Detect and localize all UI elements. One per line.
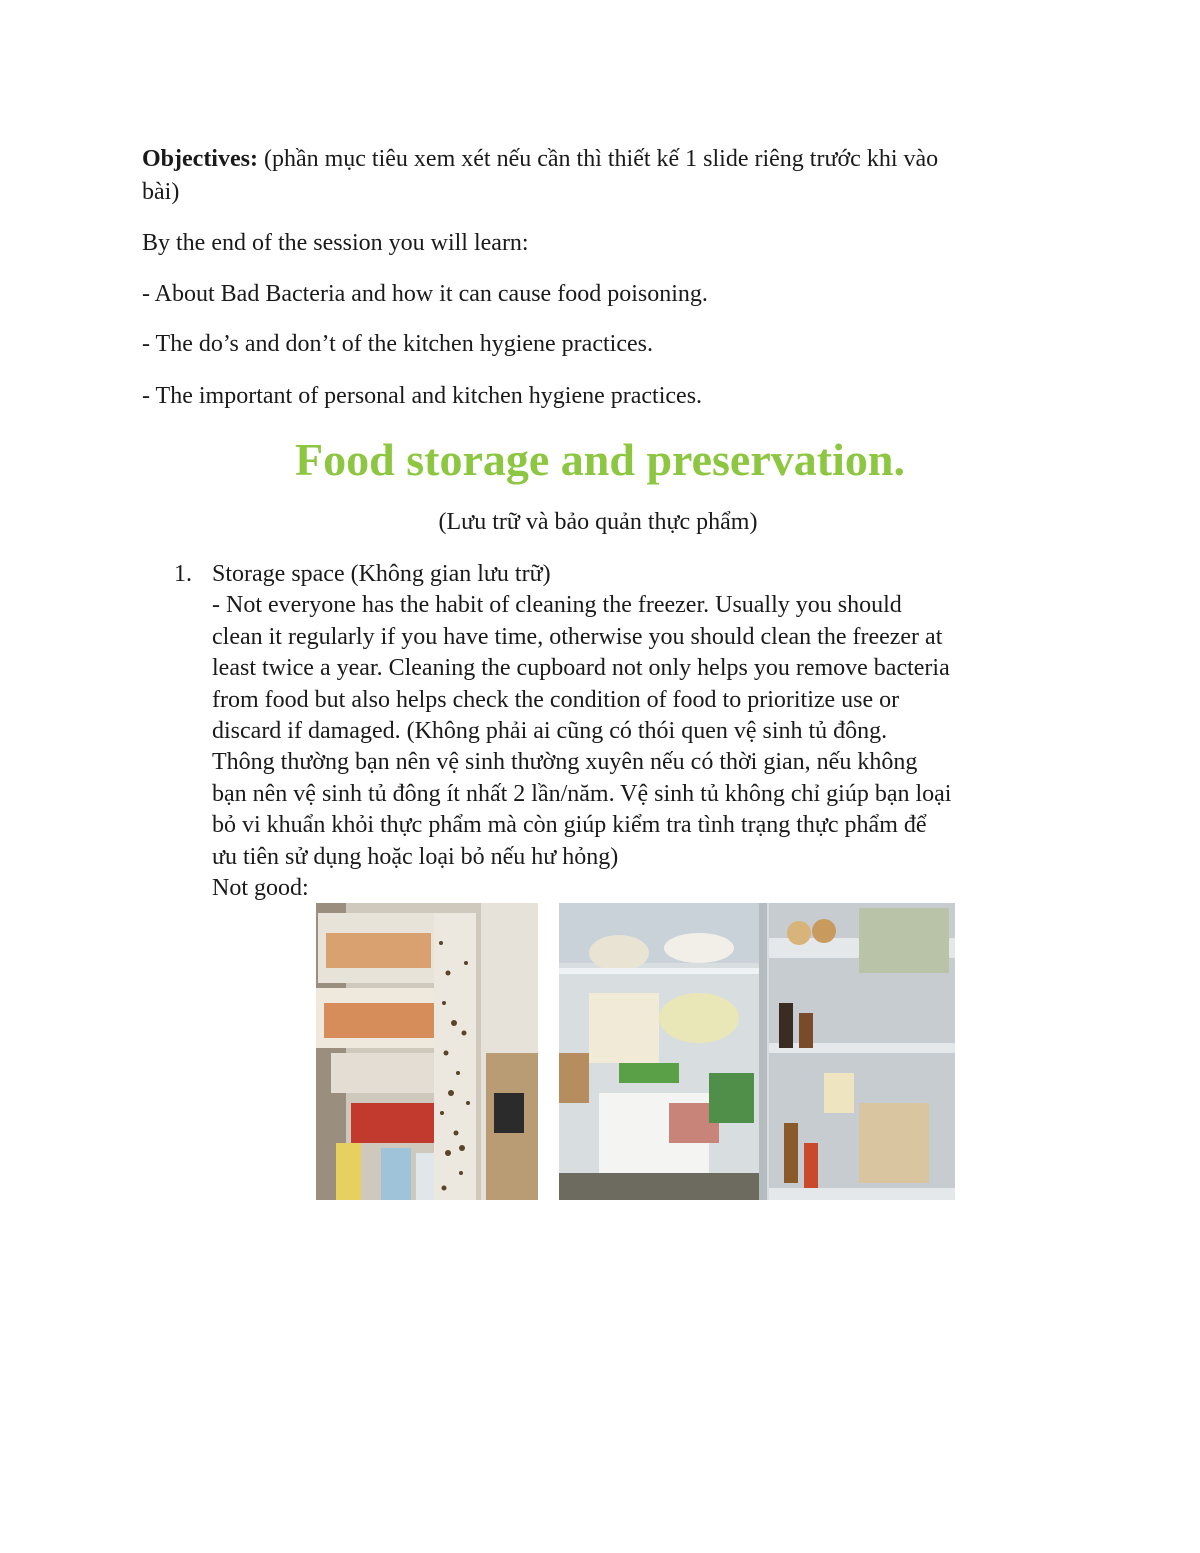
objectives-line-1 <box>142 144 938 175</box>
intro-text: By the end of the session you will learn: <box>142 230 529 256</box>
list-item-line: from food but also helps check the condition of food to prioritize use or <box>212 686 900 713</box>
cluttered-fridge-interior-photo <box>559 903 955 1200</box>
list-item-line: ưu tiên sử dụng hoặc loại bỏ nếu hư hỏng) <box>212 843 619 870</box>
list-item-line: Not good: <box>212 875 309 902</box>
list-item-line: bỏ vi khuẩn khỏi thực phẩm mà còn giúp kiểm tra tình trạng thực phẩm để <box>212 812 927 839</box>
learning-point-3: - The important of personal and kitchen hygiene practices. <box>142 383 703 409</box>
dirty-fridge-door-photo <box>316 903 538 1200</box>
learning-point-2: - The do’s and don’t of the kitchen hygiene practices. <box>142 331 653 357</box>
objectives-label: Objectives: <box>142 146 258 172</box>
list-item-line: Storage space (Không gian lưu trữ) <box>212 561 551 587</box>
objectives-note: (phần mục tiêu xem xét nếu cần thì thiết kế 1 slide riêng trước khi vào <box>257 146 939 172</box>
list-item-line: - Not everyone has the habit of cleaning the freezer. Usually you should <box>212 592 902 619</box>
list-item-line: discard if damaged. (Không phải ai cũng có thói quen vệ sinh tủ đông. <box>212 718 888 745</box>
list-item-line: clean it regularly if you have time, otherwise you should clean the freezer at <box>212 623 943 650</box>
list-item-line: least twice a year. Cleaning the cupboard not only helps you remove bacteria <box>212 655 950 682</box>
objectives-line-2: bài) <box>142 179 180 205</box>
section-title: Food storage and preservation. <box>295 434 905 485</box>
list-item-line: bạn nên vệ sinh tủ đông ít nhất 2 lần/năm. Vệ sinh tủ không chỉ giúp bạn loại <box>212 780 952 807</box>
list-number: 1. <box>174 561 192 587</box>
learning-point-1: - About Bad Bacteria and how it can cause food poisoning. <box>142 281 708 307</box>
list-item-storage-space <box>212 559 1072 904</box>
list-item-line: Thông thường bạn nên vệ sinh thường xuyên nếu có thời gian, nếu không <box>212 749 918 776</box>
section-subtitle: (Lưu trữ và bảo quản thực phẩm) <box>438 509 758 535</box>
